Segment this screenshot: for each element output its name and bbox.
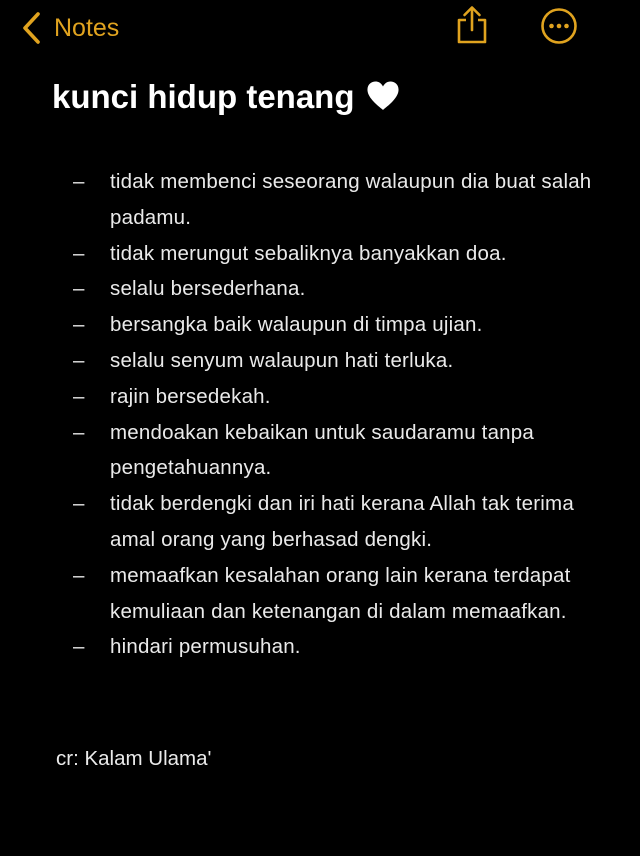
white-heart-icon: [365, 80, 401, 112]
note-title[interactable]: [52, 72, 401, 122]
dash-bullet: –: [73, 420, 85, 444]
list-item-text: tidak membenci seseorang walaupun dia buat salah padamu.: [110, 170, 592, 229]
dash-bullet: –: [73, 348, 85, 372]
note-title-text: kunci hidup tenang: [52, 78, 355, 115]
list-item: [0, 271, 640, 307]
dash-bullet: –: [73, 492, 85, 516]
list-item-text: tidak berdengki dan iri hati kerana Allah tak terima amal orang yang berhasad dengki.: [110, 492, 574, 551]
list-item: [0, 558, 640, 630]
dash-bullet: –: [73, 277, 85, 301]
list-item-text: memaafkan kesalahan orang lain kerana terdapat kemuliaan dan ketenangan di dalam memaafkan.: [110, 563, 571, 623]
list-item: [0, 486, 640, 558]
list-item-text: hindari permusuhan.: [110, 635, 301, 659]
list-item-text: bersangka baik walaupun di timpa ujian.: [110, 313, 483, 337]
list-item-text: rajin bersedekah.: [110, 384, 271, 408]
list-item-text: selalu senyum walaupun hati terluka.: [110, 348, 454, 372]
credit-text: cr: Kalam Ulama': [56, 747, 212, 770]
list-item: [0, 629, 640, 665]
navigation-bar: [0, 0, 640, 56]
list-item: [0, 343, 640, 379]
chevron-left-icon: [22, 11, 42, 45]
dash-bullet: –: [73, 635, 85, 659]
list-item: [0, 379, 640, 415]
dash-bullet: –: [73, 384, 85, 408]
note-body-list[interactable]: [0, 164, 640, 665]
list-item: [0, 164, 640, 236]
dash-bullet: –: [73, 313, 85, 337]
list-item: [0, 415, 640, 487]
dash-bullet: –: [73, 170, 85, 193]
list-item-text: selalu bersederhana.: [110, 277, 306, 301]
more-options-button[interactable]: [540, 7, 578, 45]
share-icon: [453, 4, 491, 46]
dash-bullet: –: [73, 241, 85, 265]
list-item: [0, 236, 640, 272]
ellipsis-circle-icon: [540, 7, 578, 45]
dash-bullet: –: [73, 563, 85, 587]
back-button[interactable]: [22, 9, 119, 47]
share-button[interactable]: [453, 4, 491, 46]
list-item: [0, 307, 640, 343]
list-item-text: mendoakan kebaikan untuk saudaramu tanpa pengetahuannya.: [110, 420, 534, 480]
back-button-label: Notes: [54, 14, 120, 42]
list-item-text: tidak merungut sebaliknya banyakkan doa.: [110, 241, 507, 265]
